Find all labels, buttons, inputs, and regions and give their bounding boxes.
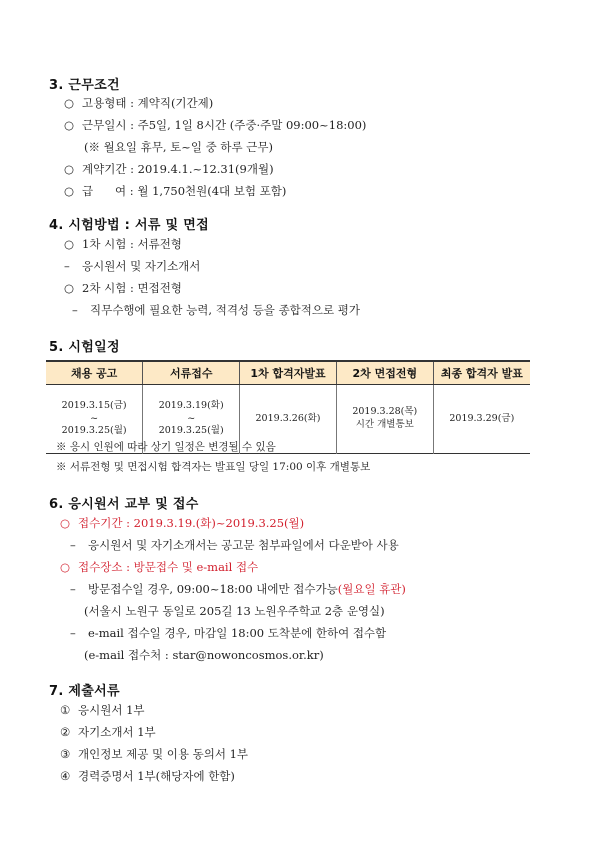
address-line: (서울시 노원구 동일로 205길 13 노원우주학교 2층 운영실) [84,604,385,618]
column-header: 2차 면접전형 [336,361,433,385]
section-4-title: 4. 시험방법 : 서류 및 면접 [49,218,209,233]
table-header-row [46,361,530,385]
email-address-line: (e-mail 접수처 : star@nowoncosmos.or.kr) [84,648,324,662]
list-item: ○ 계약기간 : 2019.4.1.~12.31(9개월) [64,162,274,176]
section-6-title: 6. 응시원서 교부 및 접수 [49,497,199,512]
table-cell: 2019.3.29(금) [433,385,530,454]
list-item: ○ 근무일시 : 주5일, 1일 8시간 (주중·주말 09:00~18:00) [64,118,367,132]
schedule-note: ※ 서류전형 및 면접시험 합격자는 발표일 당일 17:00 이후 개별통보 [56,461,371,473]
table-cell: 2019.3.15(금) ~ 2019.3.25(월) [46,385,143,454]
list-item: – 응시원서 및 자기소개서는 공고문 첨부파일에서 다운받아 사용 [70,538,399,552]
closed-day-note: (월요일 휴관) [337,582,406,596]
list-item: ④ 경력증명서 1부(해당자에 한함) [60,769,235,783]
list-item: ○ 2차 시험 : 면접전형 [64,281,182,295]
list-item: ③ 개인정보 제공 및 이용 동의서 1부 [60,747,249,761]
column-header: 최종 합격자 발표 [433,361,530,385]
column-header: 서류접수 [143,361,240,385]
list-item: ○ 급 여 : 월 1,750천원(4대 보험 포함) [64,184,287,198]
list-item: – 직무수행에 필요한 능력, 적격성 등을 종합적으로 평가 [72,303,360,317]
table-cell: 2019.3.26(화) [240,385,337,454]
list-item-note: (※ 월요일 휴무, 토~일 중 하루 근무) [84,140,274,154]
list-item: – 방문접수일 경우, 09:00~18:00 내에만 접수가능(월요일 휴관) [70,582,406,596]
list-item: ○ 1차 시험 : 서류전형 [64,237,182,251]
section-5-title: 5. 시험일정 [49,340,120,355]
column-header: 1차 합격자발표 [240,361,337,385]
table-cell: 2019.3.28(목) 시간 개별통보 [336,385,433,454]
table-cell: 2019.3.19(화) ~ 2019.3.25(월) [143,385,240,454]
list-item: ① 응시원서 1부 [60,703,145,717]
section-7-title: 7. 제출서류 [49,684,120,699]
application-place: ○ 접수장소 : 방문접수 및 e-mail 접수 [60,560,259,574]
list-item: ○ 고용형태 : 계약직(기간제) [64,96,214,110]
list-item: – 응시원서 및 자기소개서 [64,259,201,273]
column-header: 채용 공고 [46,361,143,385]
schedule-note: ※ 응시 인원에 따라 상기 일정은 변경될 수 있음 [56,441,276,453]
section-3-title: 3. 근무조건 [49,78,120,93]
list-item: ② 자기소개서 1부 [60,725,156,739]
list-item: – e-mail 접수일 경우, 마감일 18:00 도착분에 한하여 접수함 [70,626,387,640]
application-period: ○ 접수기간 : 2019.3.19.(화)~2019.3.25(월) [60,516,305,530]
